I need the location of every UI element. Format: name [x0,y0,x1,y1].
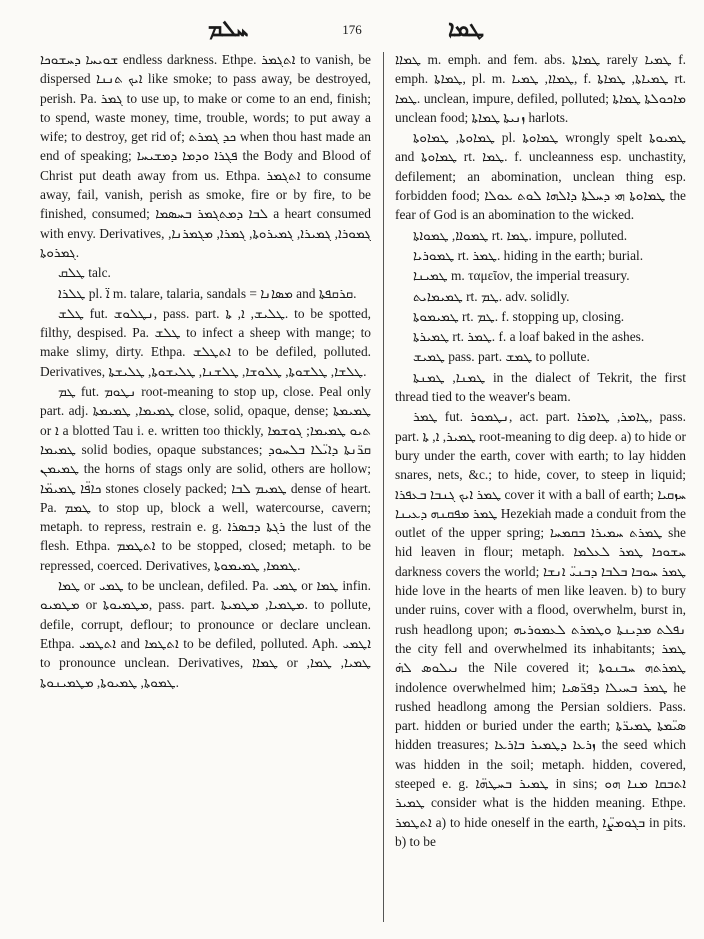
entry-tamimutha: ܛܡܝܡܘܬܐ rt. ܛܡ. f. stopping up, closing. [413,308,625,324]
page-header [40,16,664,46]
right-column [395,50,686,852]
entry-gamar-continued: ܫܘܝܚܐ ܕܚܫܘܟܐ endless darkness. Ethpe. ܐܬܓܡܪ to vanish, be dispersed ܐܝܟ ܬܢܢܐ like smoke; to pass away, be destroyed, perish. Pa. ܓܡܪ to use up, to make or come to an end, finish; to spend, waste money, time, trouble, words; to put away a wife; to destroy, get rid of; ܟܕ ܓܡܪܬ when thou hast made an end of speaking; ܦܓܪܐ ܘܕܡܐ ܕܡܫܝܚܐ the Body and Blood of Christ put death away from us. Ethpa. ܐܬܓܡܪ to consume away, fail, vanish, perish as smoke, fire or by fire, to be finished, consumed; ܠܒܐ ܕܡܬܓܡܪ ܒܚܣܡܐ a heart consumed with envy. Derivatives, ܓܡܘܪܐ, ܓܡܝܪܐ, ܓܡܝܪܘܬܐ, ܓܡܪܐ, ܡܓܡܪܢܐ, ܓܡܪܘܬܐ. [40,52,371,260]
left-running-headword: ܚܠܡ [208,16,249,41]
column-divider [383,52,384,922]
entry-tamautha: ܛܡܐܘܬܐ, ܛܡܐܘܬܐ pl. ܛܡܐܘܬܐ wrongly spelt ܛܡܝܘܬܐ and ܛܡܐܘܬܐ rt. ܛܡܐ. f. uncleanness esp. unchastity, defilement; an abomination, unclean thing esp. forbidden food; ܛܡܐܘܬܐ ܗܝ ܕܚܠܬܐ ܕܐܠܗܐ ܠܘܬ ܥܘܠܐ the fear of God is an abomination to the wicked. [395,130,686,223]
entry-tamina: ܛܡܝܢܐ m. ταμεῖον, the imperial treasury. [413,268,630,284]
entry-tamimait: ܛܡܝܡܐܝܬ rt. ܛܡ. adv. solidly. [413,288,570,304]
page-number: 176 [342,22,362,37]
right-running-headword: ܛܡܐ [448,16,484,41]
left-column [40,50,371,693]
entry-tam: ܛܡ fut. ܢܛܘܡ root-meaning to stop up, close. Peal only part. adj. ܛܡܝܡܐ, ܛܡܝܡܬܐ close, solid, opaque, dense; ܛܡܝܡܬܐ or ܐ a blotted Tau i. e. written too thickly, ܬܝܘ ܛܡܝܡܐ; ܓܘܫܡܐ ܛܡܝܡܐ solid bodies, opaque substances; ܩܪ̈ܢܬܐ ܕܐܝ̈ܠܐ ܒܠܚܘܕ ܛܡܝܡܢ the horns of stags only are solid, others are hollow; ܟܐܦ̈ܐ ܛܡܝܡ̈ܐ stones closely packed; ܛܡܝܡ ܠܒܐ dense of heart. Pa. ܛܡܡ to stop up, block a well, watercourse, cavern; metaph. to repress, restrain e. g. ܪܓܬܐ ܕܒܣܪܐ the lust of the flesh. Ethpa. ܐܬܛܡܡ to be stopped, closed; metaph. to be repressed, coerced. Derivatives, ܛܡܡܐ, ܛܡܝܡܘܬܐ. [40,384,372,573]
entry-tamirtha: ܛܡܝܪܬܐ rt. ܛܡܪ. f. a loaf baked in the ashes. [413,329,645,345]
entry-talc: ܛܠܩ talc. [58,265,111,281]
entry-tamuaa: ܛܡܘܐܐ, ܛܡܘܐܬܐ rt. ܛܡܐ. impure, polluted. [413,227,628,243]
entry-tlash: ܛܠܫ fut. ܢܛܠܘܫ, pass. part. ܛܠܝܫ, ܐ, ܬܐ. to be spotted, filthy, despised. Pa. ܛܠܫ to infect a sheep with mange; to make slimy, dirty. Ethpa. ܐܬܛܠܫ to be defiled, polluted. Derivatives, ܛܠܫܐ, ܛܠܫܘܬܐ, ܛܠܘܫܐ, ܛܠܫܢܐ, ܛܠܝܫܘܬܐ, ܛܠܝܫܬܐ. [40,305,371,379]
entry-tmar: ܛܡܪ fut. ܢܛܡܘܪ, act. part. ܛܐܡܪ, ܛܐܡܪܐ, pass. part. ܛܡܝܪ, ܐ, ܬܐ root-meaning to dig deep. a) to hide or bury under the earth, cover with earth; to lay hidden snares, nets, &c.; to hide, cover, to steep in liquid; ܛܡܪ ܐܝܟ ܓܢܒܐ ܒܥܦܪܐ cover it with a ball of earth; ܚܙܩܝܐ ܛܡܪ ܡܦܩܢܗ ܕܥܝܢܐ Hezekiah made a conduit from the outlet of the upper spring; ܛܡܪܬ ܚܡܝܪܐ ܒܩܡܚܐ she hid leaven in flour; metaph. ܚܫܘܟܐ ܛܡܪ ܠܥܠܡܐ darkness covers the world; ܛܡܪ ܚܘܒܐ ܒܠܒܐ ܕܒܢܝ̈ ܐܢܫܐ hide love in the hearts of men like leaven. b) to bury under ruins, cover with a flood, overwhelm, burst in, rush headlong upon; ܢܦܠܬ ܡܕܝܢܬܐ ܘܛܡܪܬ ܠܥܡܘܪܝܗ the city fell and overwhelmed its inhabitants; ܛܡܪ ܢܝܠܘܣ ܠܗ̇ the Nile covered it; ܛܡܪܬܗ ܚܒܢܘܬܐ indolence overwhelmed him; ܛܡܪ ܒܚܝܠܐ ܕܦܪ̈ܣܝܐ he rushed headlong among the Persian soldiers. Pass. part. hidden or buried under the earth; ܣܝ̈ܡܬܐ ܛܡܝܪ̈ܬܐ hidden treasures; ܙܪܥܐ ܕܛܡܝܪ ܒܐܪܥܐ the seed which was hidden in the soil; metaph. hidden, covered, steeped e. g. ܛܡܝܪ ܒܚܛܗ̈ܐ in sins; ܐܬܒܩܐ ܡܢܐ ܗܘ ܛܡܝܪ consider what is the hidden meaning. Ethpe. ܐܬܛܡܪ a) to hide oneself in the earth, ܒܓܘܡܨ̈ܐ in pits. b) to be [395,409,687,849]
entry-tamna: ܛܡܢܐ, ܛܡܢܬܐ in the dialect of Tekrit, the first thread tied to the weaver's beam. [395,369,686,405]
entry-tamaa: ܛܡܐܐ m. emph. and fem. abs. ܛܡܐܬܐ rarely ܛܡܝܐ f. emph. ܛܡܐܬܐ, pl. m. ܛܡܐܐ, ܛܡܝܐ, f. ܛܡܝܐܬܐ, ܛܡܐܬܐ rt. ܛܡܐ. unclean, impure, defiled, polluted; ܡܐܟܘܠܬܐ ܛܡܐܬܐ unclean food; ܙܢܝܬܐ ܛܡܐܬܐ harlots. [395,52,687,125]
entry-tmee: ܛܡܐ or ܛܡܝ to be unclean, defiled. Pa. ܛܡܝ or ܛܡܐ infin. ܡܛܡܝܘ or ܡܛܡܝܘܬܐ, pass. part. ܡܛܡܝܐ, ܡܛܡܝܬܐ. to pollute, defile, corrupt, deflour; to pronounce or declare unclean. Ethpa. ܐܬܛܡܝ and ܐܬܛܡܐ to be defiled, polluted. Aph. ܐܛܡܝ to pronounce unclean. Derivatives, ܛܡܐܐ or ܛܡܝܐ, ܛܡܐ, ܛܡܘܬܐ, ܛܡܝܘܬܐ, ܡܛܡܝܢܘܬܐ. [40,578,372,690]
entry-tamish: ܛܡܝܫ pass. part. ܛܡܫ to pollute. [413,349,590,365]
entry-tamurya: ܛܡܘܪܝܐ rt. ܛܡܪ. hiding in the earth; burial. [413,247,644,263]
entry-talare: ܛܠܪܐ pl. ܐ̈ m. talare, talaria, sandals = ܡܣܐܢܐ and ܩܪܩܦܬܐ. [58,285,357,301]
